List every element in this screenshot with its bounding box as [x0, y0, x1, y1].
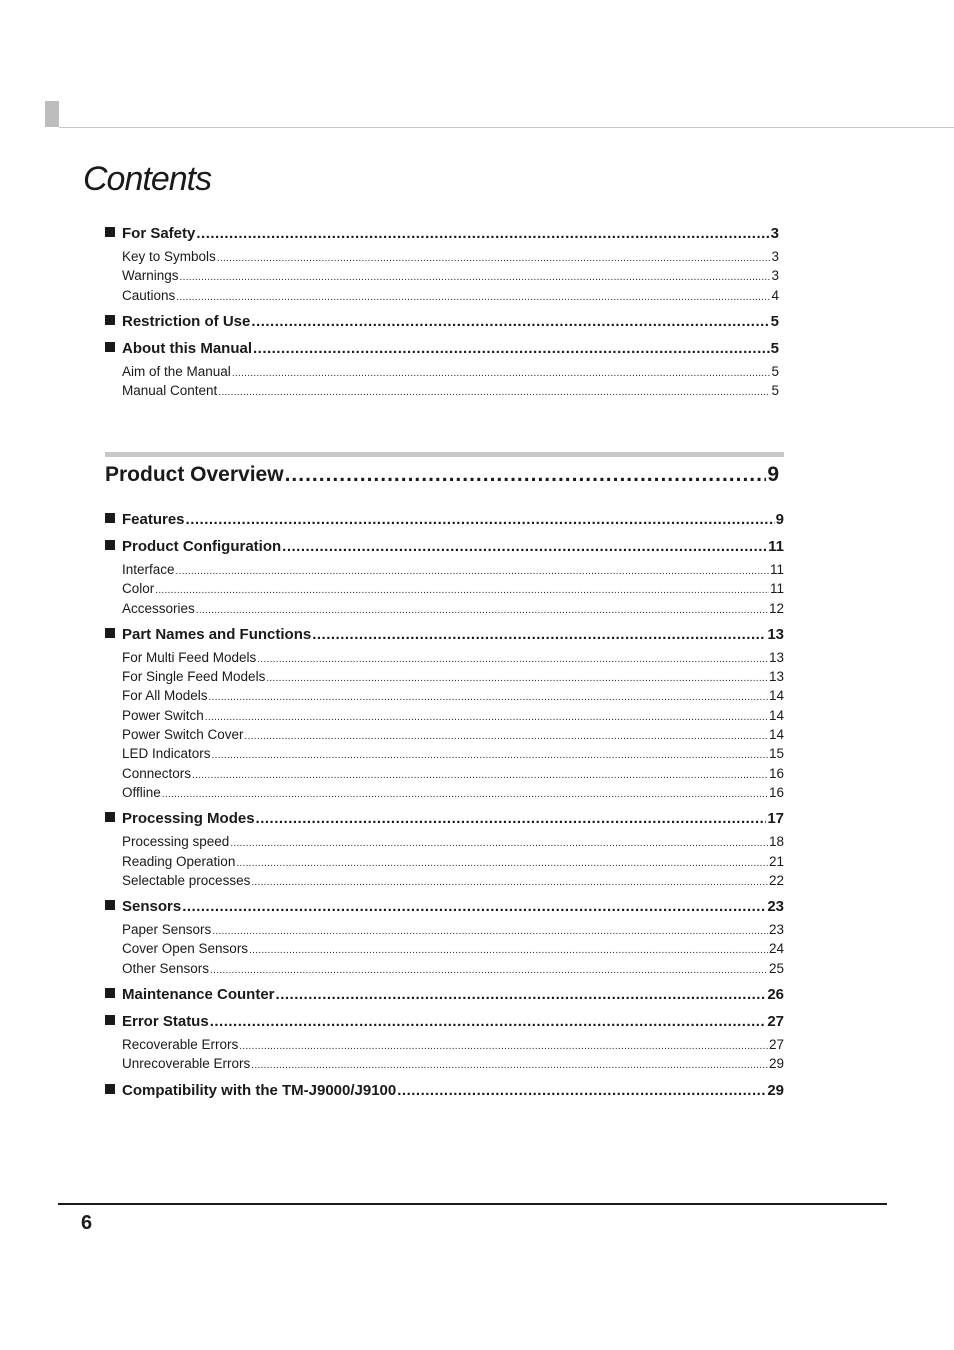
- subsection-title: Aim of the Manual: [122, 363, 231, 379]
- leader-dots: [196, 601, 768, 620]
- leader-dots: [282, 533, 767, 560]
- subsection-page: 14: [768, 727, 784, 743]
- page-title: Contents: [83, 160, 212, 198]
- leader-dots: [205, 708, 768, 727]
- subsection-page: 14: [768, 707, 784, 723]
- subsection-title: Unrecoverable Errors: [122, 1056, 251, 1072]
- leader-dots: [162, 785, 768, 804]
- toc-subsection-list: [105, 362, 779, 401]
- leader-dots: [180, 268, 771, 287]
- leader-dots: [285, 458, 767, 492]
- section-title: Part Names and Functions: [122, 625, 312, 643]
- leader-dots: [186, 506, 775, 533]
- section-title: Restriction of Use: [122, 312, 251, 330]
- subsection-title: For Single Feed Models: [122, 669, 266, 685]
- leader-dots: [245, 727, 768, 746]
- toc-subsection-entry[interactable]: [105, 832, 784, 851]
- square-bullet-icon: [105, 315, 115, 325]
- leader-dots: [212, 746, 768, 765]
- leader-dots: [312, 621, 766, 648]
- leader-dots: [212, 922, 768, 941]
- toc-subsection-entry[interactable]: [105, 783, 784, 802]
- leader-dots: [249, 941, 768, 960]
- leader-dots: [209, 688, 768, 707]
- toc-subsection-entry[interactable]: [105, 362, 779, 381]
- subsection-title: Paper Sensors: [122, 922, 212, 938]
- toc-section-entry[interactable]: [105, 1008, 784, 1035]
- chapter-title: Product Overview: [105, 463, 284, 486]
- toc-subsection-entry[interactable]: [105, 939, 784, 958]
- toc-section-entry[interactable]: [105, 220, 779, 247]
- section-title: About this Manual: [122, 339, 252, 357]
- leader-dots: [217, 249, 771, 268]
- section-page: 29: [767, 1081, 784, 1099]
- square-bullet-icon: [105, 988, 115, 998]
- section-page: 3: [770, 225, 779, 242]
- subsection-page: 4: [771, 287, 779, 303]
- toc-section-entry[interactable]: [105, 981, 784, 1008]
- subsection-page: 29: [768, 1056, 784, 1072]
- square-bullet-icon: [105, 628, 115, 638]
- square-bullet-icon: [105, 342, 115, 352]
- toc-chapter: [105, 452, 784, 1104]
- leader-dots: [276, 981, 767, 1008]
- toc-subsection-entry[interactable]: [105, 959, 784, 978]
- subsection-title: Cover Open Sensors: [122, 941, 249, 957]
- toc-section-entry[interactable]: [105, 805, 784, 832]
- toc-section-entry[interactable]: [105, 1077, 784, 1104]
- leader-dots: [196, 220, 769, 247]
- toc-subsection-entry[interactable]: [105, 1054, 784, 1073]
- subsection-title: Key to Symbols: [122, 249, 216, 264]
- section-title: Sensors: [122, 898, 182, 916]
- subsection-page: 24: [768, 941, 784, 957]
- toc-section-entry[interactable]: [105, 621, 784, 648]
- subsection-page: 25: [768, 960, 784, 976]
- section-title: Processing Modes: [122, 810, 255, 828]
- subsection-title: LED Indicators: [122, 746, 211, 762]
- subsection-title: Recoverable Errors: [122, 1037, 239, 1053]
- chapter-page: 9: [767, 463, 779, 486]
- section-page: 5: [770, 339, 779, 357]
- toc-subsection-entry[interactable]: [105, 920, 784, 939]
- subsection-title: Processing speed: [122, 834, 230, 850]
- toc-subsection-entry[interactable]: [105, 764, 784, 783]
- subsection-title: Power Switch: [122, 707, 204, 723]
- section-title: Error Status: [122, 1013, 209, 1031]
- subsection-page: 18: [768, 834, 784, 850]
- toc-subsection-entry[interactable]: [105, 744, 784, 763]
- subsection-title: For Multi Feed Models: [122, 649, 257, 665]
- leader-dots: [176, 562, 769, 581]
- toc-subsection-entry[interactable]: [105, 286, 779, 305]
- section-title: Maintenance Counter: [122, 986, 275, 1004]
- subsection-page: 21: [768, 853, 784, 869]
- leader-dots: [236, 854, 768, 873]
- subsection-page: 15: [768, 746, 784, 762]
- chapter-entry[interactable]: [105, 458, 784, 492]
- subsection-page: 13: [768, 669, 784, 685]
- toc-subsection-entry[interactable]: [105, 247, 779, 266]
- toc-subsection-entry[interactable]: [105, 667, 784, 686]
- subsection-title: Connectors: [122, 765, 192, 781]
- subsection-title: Reading Operation: [122, 853, 236, 869]
- subsection-title: Offline: [122, 784, 161, 800]
- header-rule: [59, 127, 954, 128]
- subsection-page: 14: [768, 688, 784, 704]
- toc-subsection-entry[interactable]: [105, 852, 784, 871]
- leader-dots: [256, 805, 767, 832]
- toc-subsection-list: [105, 920, 784, 978]
- square-bullet-icon: [105, 513, 115, 523]
- subsection-page: 13: [768, 649, 784, 665]
- toc-front-matter: [105, 220, 779, 403]
- subsection-title: Accessories: [122, 600, 195, 616]
- leader-dots: [210, 1008, 767, 1035]
- toc-subsection-entry[interactable]: [105, 706, 784, 725]
- toc-subsection-list: [105, 648, 784, 802]
- square-bullet-icon: [105, 1015, 115, 1025]
- section-title: For Safety: [122, 225, 196, 242]
- subsection-page: 11: [769, 581, 784, 597]
- section-page: 13: [767, 625, 784, 643]
- toc-subsection-list: [105, 247, 779, 305]
- subsection-page: 16: [768, 765, 784, 781]
- toc-chapter-sections: [105, 506, 784, 1104]
- subsection-page: 5: [771, 383, 779, 399]
- section-title: Product Configuration: [122, 538, 282, 555]
- subsection-title: Selectable processes: [122, 872, 251, 888]
- subsection-title: For All Models: [122, 688, 208, 704]
- subsection-page: 11: [769, 562, 784, 577]
- chapter-bar: [105, 452, 784, 457]
- section-page: 5: [770, 312, 779, 330]
- toc-subsection-entry[interactable]: [105, 381, 779, 400]
- toc-subsection-entry[interactable]: [105, 686, 784, 705]
- leader-dots: [253, 335, 770, 362]
- subsection-title: Interface: [122, 562, 175, 577]
- toc-subsection-entry[interactable]: [105, 579, 784, 598]
- subsection-page: 27: [768, 1037, 784, 1053]
- square-bullet-icon: [105, 1084, 115, 1094]
- toc-subsection-list: [105, 560, 784, 618]
- subsection-page: 22: [768, 872, 784, 888]
- section-title: Compatibility with the TM-J9000/J9100: [122, 1081, 397, 1099]
- leader-dots: [230, 834, 768, 853]
- subsection-title: Other Sensors: [122, 960, 210, 976]
- subsection-page: 3: [771, 268, 779, 284]
- toc-subsection-entry[interactable]: [105, 648, 784, 667]
- leader-dots: [239, 1037, 768, 1056]
- toc-subsection-list: [105, 832, 784, 890]
- toc-section-entry[interactable]: [105, 335, 779, 362]
- leader-dots: [218, 383, 770, 402]
- section-page: 9: [775, 511, 784, 528]
- subsection-page: 5: [771, 363, 779, 379]
- toc-section-entry[interactable]: [105, 308, 779, 335]
- subsection-title: Cautions: [122, 287, 176, 303]
- leader-dots: [232, 364, 771, 383]
- toc-subsection-entry[interactable]: [105, 266, 779, 285]
- subsection-page: 3: [771, 249, 779, 264]
- toc-subsection-entry[interactable]: [105, 1035, 784, 1054]
- square-bullet-icon: [105, 900, 115, 910]
- header-block: [45, 101, 59, 127]
- subsection-title: Manual Content: [122, 383, 218, 399]
- leader-dots: [257, 650, 768, 669]
- leader-dots: [251, 873, 768, 892]
- toc-section-entry[interactable]: [105, 506, 784, 533]
- leader-dots: [251, 308, 769, 335]
- subsection-title: Warnings: [122, 268, 179, 284]
- subsection-page: 16: [768, 784, 784, 800]
- leader-dots: [251, 1056, 768, 1075]
- square-bullet-icon: [105, 227, 115, 237]
- footer-rule: [58, 1203, 887, 1205]
- leader-dots: [266, 669, 768, 688]
- subsection-page: 23: [768, 922, 784, 938]
- section-page: 17: [767, 810, 784, 828]
- section-title: Features: [122, 511, 185, 528]
- leader-dots: [192, 766, 768, 785]
- leader-dots: [397, 1077, 766, 1104]
- page-number: 6: [81, 1212, 93, 1234]
- toc-subsection-entry[interactable]: [105, 599, 784, 618]
- toc-section-entry[interactable]: [105, 893, 784, 920]
- section-page: 11: [768, 538, 784, 555]
- leader-dots: [182, 893, 766, 920]
- square-bullet-icon: [105, 812, 115, 822]
- subsection-title: Power Switch Cover: [122, 727, 244, 743]
- toc-section-entry[interactable]: [105, 533, 784, 560]
- section-page: 26: [767, 986, 784, 1004]
- square-bullet-icon: [105, 540, 115, 550]
- section-page: 23: [767, 898, 784, 916]
- leader-dots: [155, 581, 769, 600]
- section-page: 27: [767, 1013, 784, 1031]
- toc-subsection-entry[interactable]: [105, 560, 784, 579]
- toc-subsection-entry[interactable]: [105, 871, 784, 890]
- subsection-title: Color: [122, 581, 155, 597]
- leader-dots: [176, 288, 770, 307]
- toc-subsection-list: [105, 1035, 784, 1074]
- leader-dots: [210, 961, 768, 980]
- toc-subsection-entry[interactable]: [105, 725, 784, 744]
- subsection-page: 12: [768, 600, 784, 616]
